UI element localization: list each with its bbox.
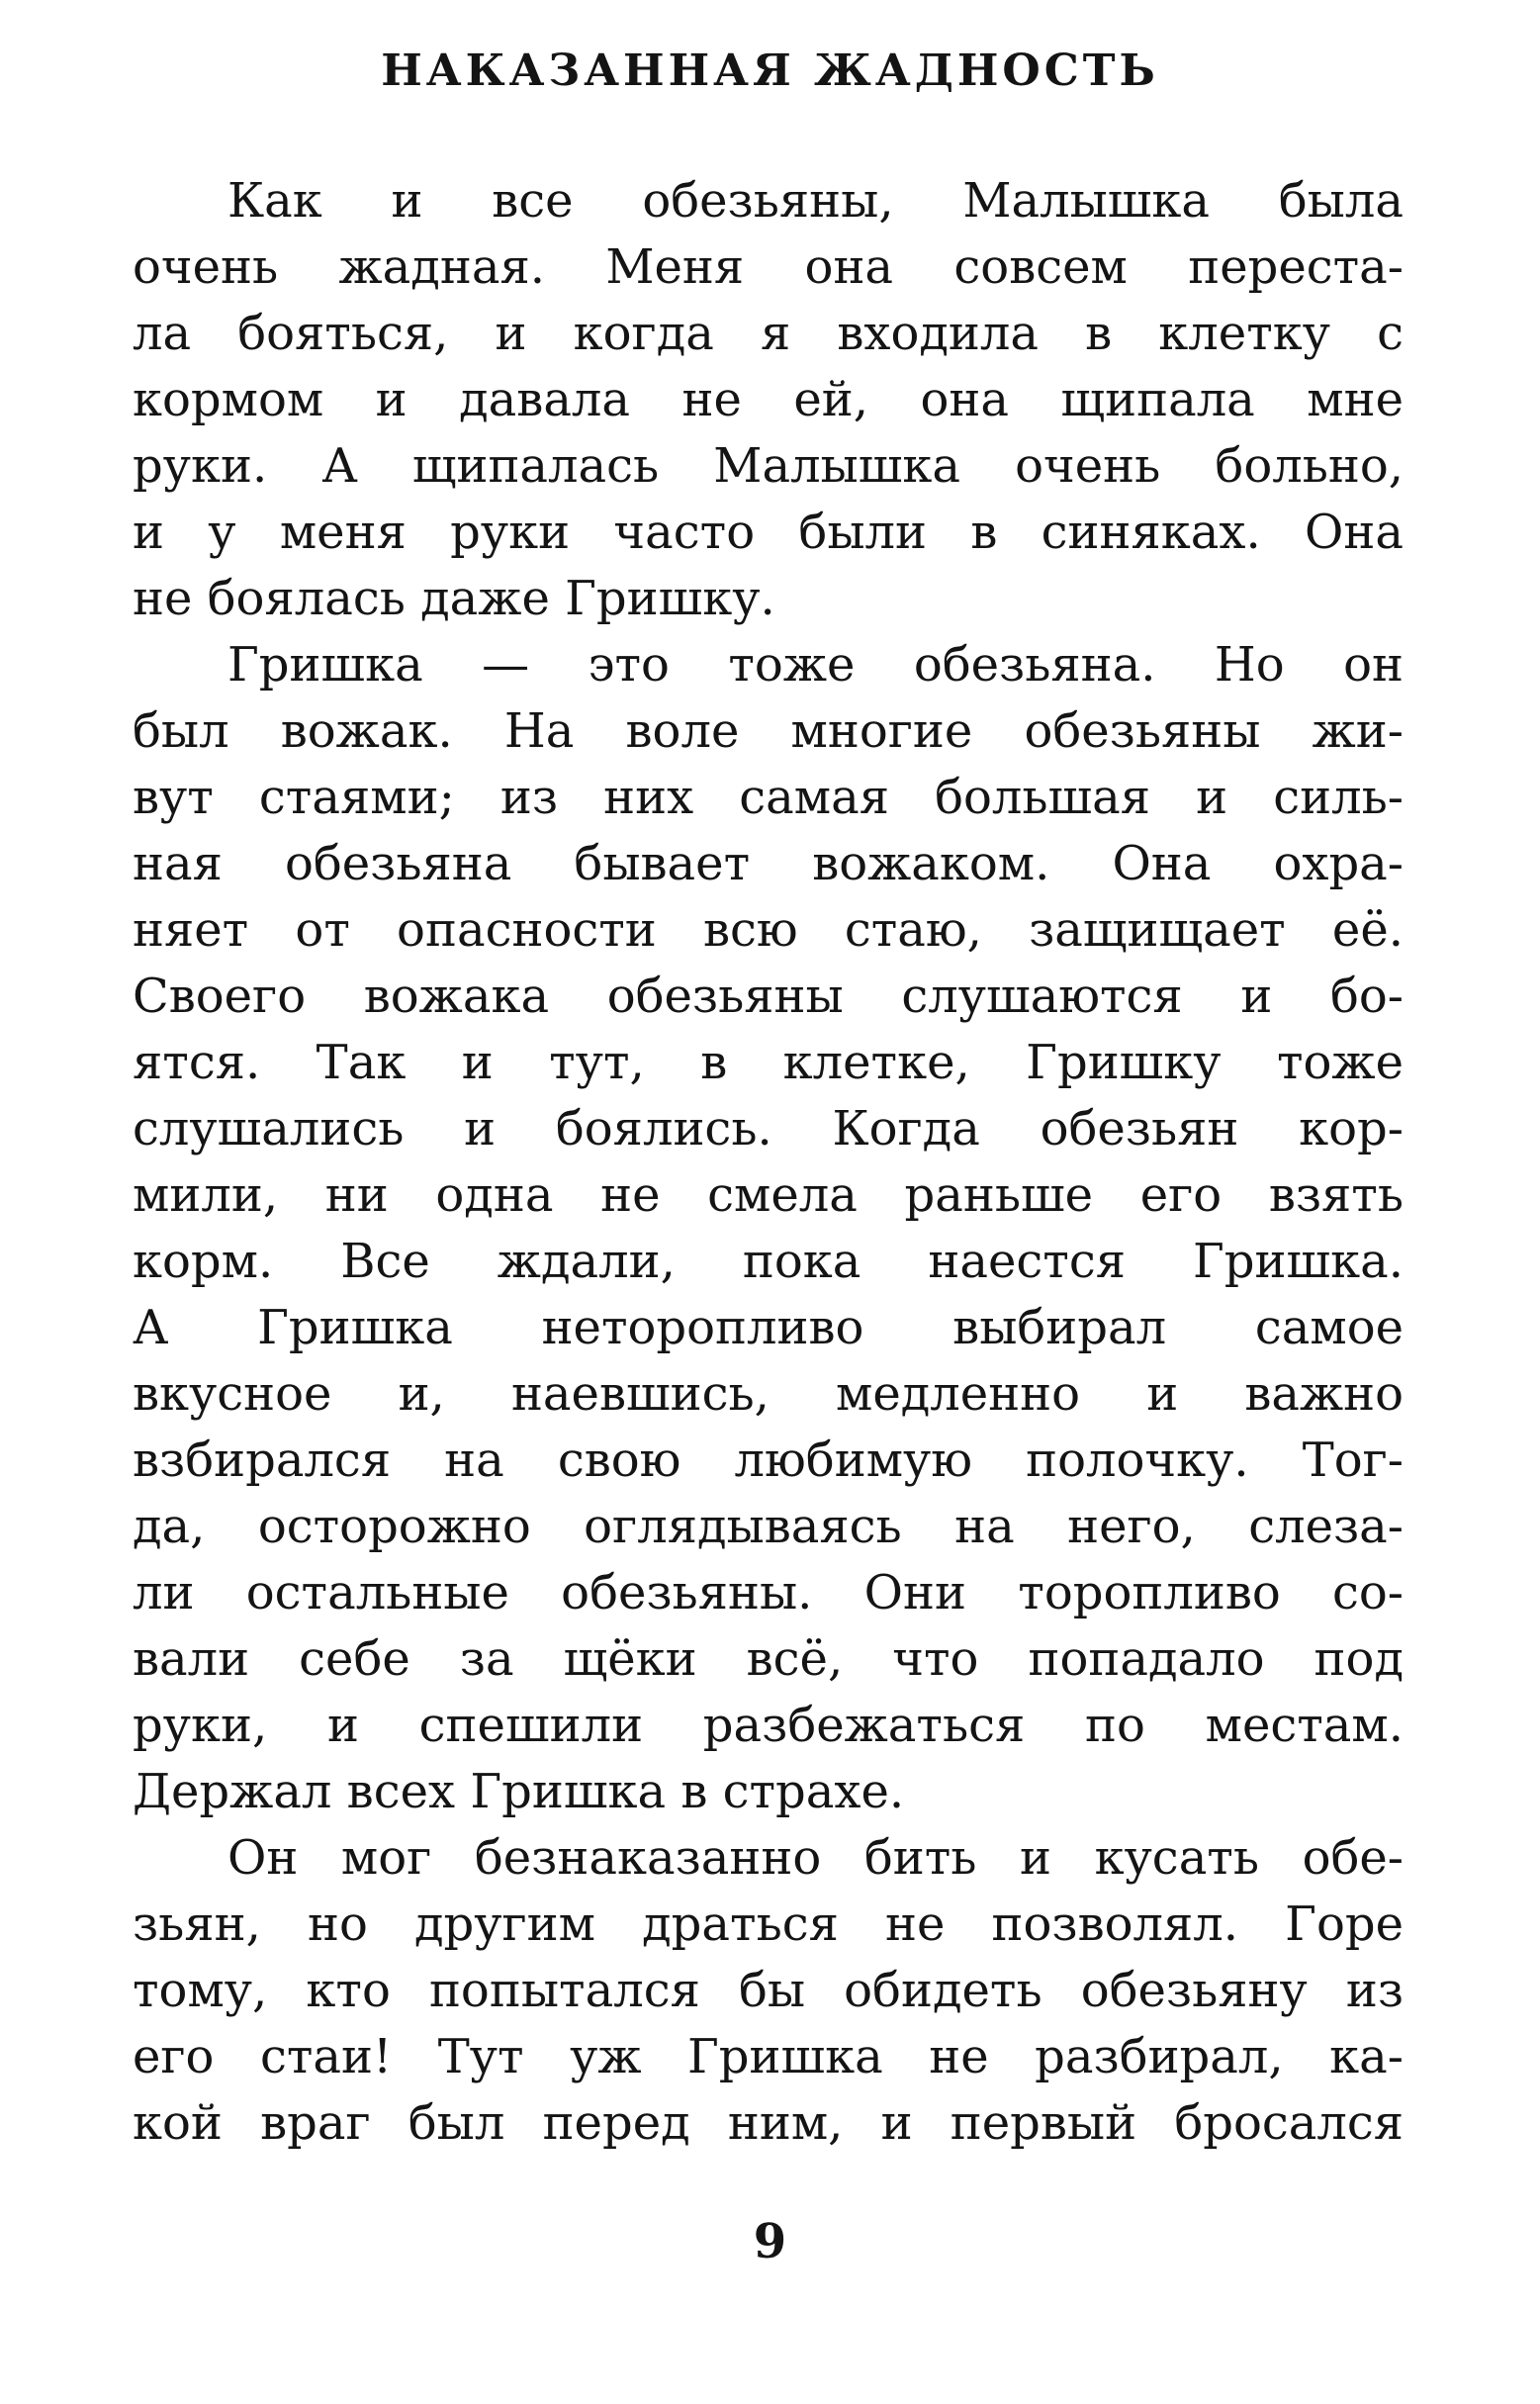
text-line: Гришка — это тоже обезьяна. Но он — [227, 637, 1404, 693]
text-line: зьян, но другим драться не позволял. Горе — [133, 1896, 1404, 1952]
text-line: Своего вожака обезьяны слушаются и бо- — [133, 969, 1404, 1024]
text-line: корм. Все ждали, пока наестся Гришка. — [133, 1234, 1404, 1289]
text-line: вкусное и, наевшись, медленно и важно — [133, 1366, 1404, 1422]
text-line: не боялась даже Гришку. — [133, 571, 775, 626]
text-line: няет от опасности всю стаю, защищает её. — [133, 902, 1404, 958]
text-line: кормом и давала не ей, она щипала мне — [133, 372, 1404, 427]
text-line: А Гришка неторопливо выбирал самое — [133, 1300, 1404, 1355]
text-line: Как и все обезьяны, Малышка была — [227, 173, 1404, 229]
body-text — [133, 168, 1404, 2157]
text-line: слушались и боялись. Когда обезьян кор- — [133, 1101, 1404, 1156]
text-line: был вожак. На воле многие обезьяны жи- — [133, 703, 1404, 759]
text-line: Он мог безнаказанно бить и кусать обе- — [227, 1830, 1404, 1886]
text-line: тому, кто попытался бы обидеть обезьяну из — [133, 1963, 1404, 2018]
text-line: ная обезьяна бывает вожаком. Она охра- — [133, 836, 1404, 891]
page-number: 9 — [753, 2214, 787, 2269]
text-line: вали себе за щёки всё, что попадало под — [133, 1631, 1404, 1687]
text-line: да, осторожно оглядываясь на него, слеза- — [133, 1499, 1404, 1554]
text-line: очень жадная. Меня она совсем переста- — [133, 239, 1404, 295]
text-line: вут стаями; из них самая большая и силь- — [133, 770, 1404, 825]
text-line: его стаи! Тут уж Гришка не разбирал, ка- — [133, 2029, 1404, 2084]
text-line: руки, и спешили разбежаться по местам. — [133, 1698, 1404, 1753]
text-line: мили, ни одна не смела раньше его взять — [133, 1167, 1404, 1223]
text-line: руки. А щипалась Малышка очень больно, — [133, 438, 1404, 494]
text-line: Держал всех Гришка в страхе. — [133, 1764, 905, 1819]
text-line: ли остальные обезьяны. Они торопливо со- — [133, 1565, 1404, 1620]
text-line: ятся. Так и тут, в клетке, Гришку тоже — [133, 1035, 1404, 1090]
chapter-title: НАКАЗАННАЯ ЖАДНОСТЬ — [381, 46, 1159, 96]
text-line: кой враг был перед ним, и первый бросался — [133, 2095, 1404, 2151]
text-line: ла бояться, и когда я входила в клетку с — [133, 306, 1404, 361]
text-line: взбирался на свою любимую полочку. Тог- — [133, 1433, 1404, 1488]
text-line: и у меня руки часто были в синяках. Она — [133, 505, 1404, 560]
